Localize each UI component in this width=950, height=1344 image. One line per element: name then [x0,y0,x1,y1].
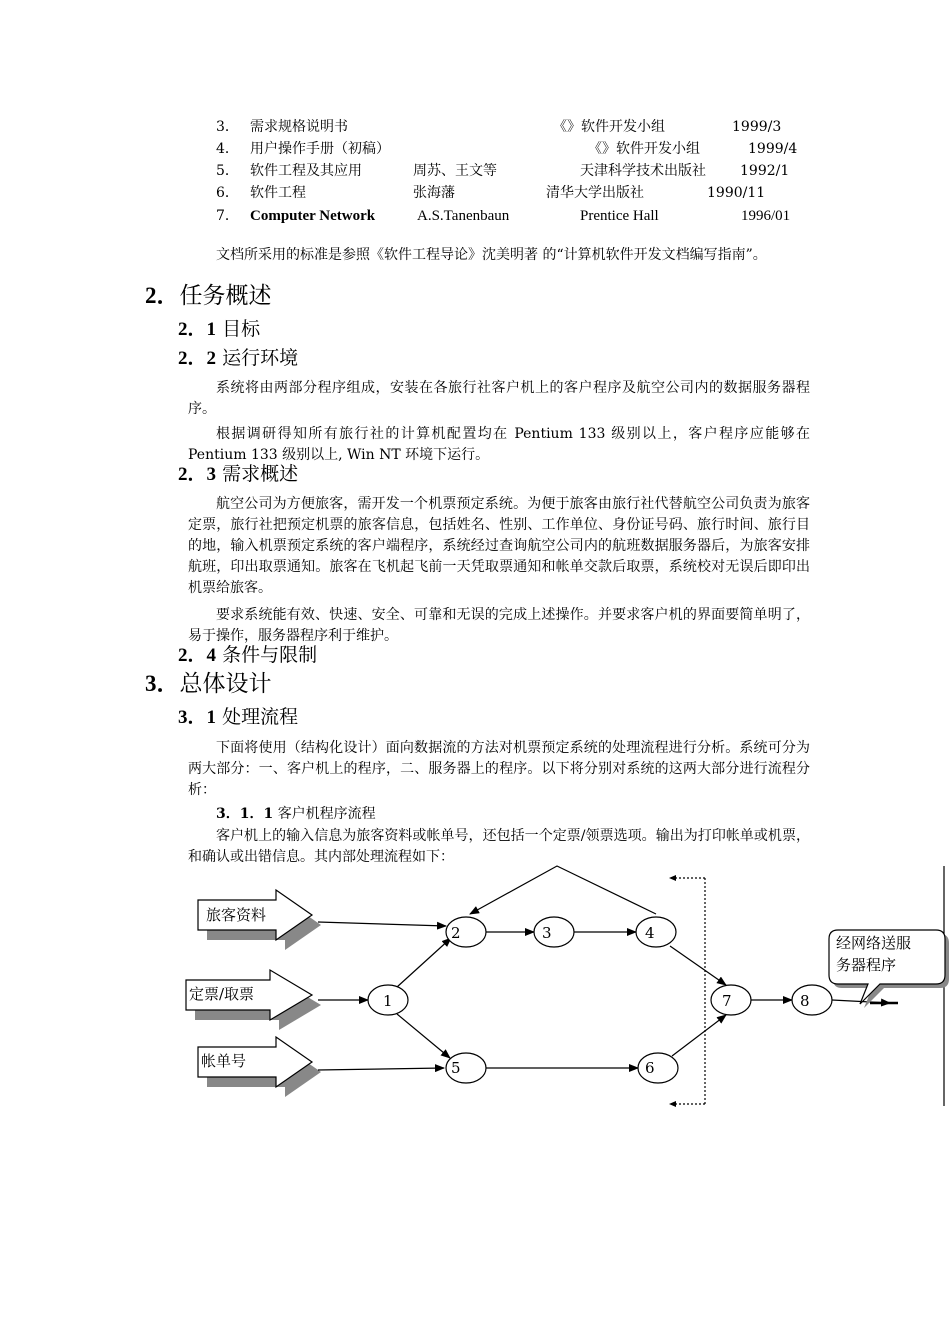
input-box-bill-number [198,1037,321,1097]
input-label: 帐单号 [201,1052,247,1070]
process-flow-paragraph: 下面将使用（结构化设计）面向数据流的方法对机票预定系统的处理流程进行分析。系统可分为两大部分：一、客户机上的程序，二、服务器上的程序。以下将分别对系统的这两大部分进行流程分析： [188,740,810,798]
ref-3-num: 3． [216,119,239,135]
edge-1-to-2 [397,938,451,987]
ref-3-title: 需求规格说明书 [250,119,348,135]
callout-line-1: 经网络送服 [836,934,912,952]
ref-3-date: 1999/3 [732,119,782,135]
edge-input-to-5 [318,1068,444,1070]
ref-7-author: A.S.Tanenbaun [417,208,510,224]
standard-note: 文档所采用的标准是参照《软件工程导论》沈美明著 的“计算机软件开发文档编写指南”。 [216,247,767,263]
runtime-paragraph-1: 系统将由两部分程序组成，安装在各旅行社客户机上的客户程序及航空公司内的数据服务器程序。 [188,380,810,417]
ref-7-date: 1996/01 [741,208,791,224]
section-title: 任务概述 [179,283,272,309]
section-title: 总体设计 [179,671,272,697]
ref-4-publisher: 《》软件开发小组 [588,141,700,157]
edge-4-to-7 [670,946,726,985]
ref-4-num: 4． [216,141,239,157]
ref-5-publisher: 天津科学技术出版社 [580,163,706,179]
section-title: 目标 [222,318,261,340]
edge-6-to-7 [672,1015,726,1056]
input-label: 定票/取票 [189,985,255,1003]
node-4 [636,917,676,947]
section-title: 需求概述 [222,463,299,485]
section-number: 2． [145,283,180,308]
node-label: 1 [383,992,393,1010]
ref-6-publisher: 清华大学出版社 [546,185,644,201]
runtime-paragraph-2: 根据调研得知所有旅行社的计算机配置均在 Pentium 133 级别以上，客户程序应能够在 Pentium 133 级别以上, Win NT 环境下运行。 [188,426,810,463]
section-number: 2．4 [178,645,217,666]
ref-7-num: 7． [216,208,239,224]
requirements-paragraph-1: 航空公司为方便旅客，需开发一个机票预定系统。为便于旅客由旅行社代替航空公司负责为旅客定票，旅行社把预定机票的旅客信息，包括姓名、性别、工作单位、身份证号码、旅行时间、旅行目的地，输入机票预定系统的客户端程序，系统经过查询航空公司内的航班数据服务器后，为旅客安排航班，印出取票通知。旅客在飞机起飞前一天凭取票通知和帐单交款后取票，系统校对无误后即印出机票给旅客。 [188,496,810,596]
node-label: 6 [645,1059,655,1077]
input-label: 旅客资料 [206,906,267,924]
ref-6-title: 软件工程 [250,185,306,201]
node-label: 3 [542,924,552,942]
section-number: 3．1．1 [216,806,274,822]
edge-input-to-2 [318,922,446,926]
node-label: 7 [722,992,732,1010]
edge-1-to-5 [397,1014,450,1058]
node-label: 5 [451,1059,461,1077]
client-flow-paragraph: 客户机上的输入信息为旅客资料或帐单号，还包括一个定票/领票选项。输出为打印帐单或机票，和确认或出错信息。其内部处理流程如下： [188,828,810,865]
ref-5-date: 1992/1 [740,163,790,179]
server-callout [829,930,949,1008]
section-number: 2．3 [178,464,217,485]
ref-4-title: 用户操作手册（初稿） [250,141,390,157]
node-6 [638,1053,678,1083]
node-8 [792,985,832,1015]
ref-5-author: 周苏、王文等 [413,163,497,179]
node-3 [534,917,574,947]
section-title: 运行环境 [222,347,299,369]
ref-5-title: 软件工程及其应用 [250,163,362,179]
flow-edges [318,866,898,1070]
ref-4-date: 1999/4 [748,141,798,157]
node-label: 4 [645,924,655,942]
node-label: 8 [800,992,810,1010]
ref-5-num: 5． [216,163,239,179]
section-number: 3． [145,671,180,696]
requirements-paragraph-2: 要求系统能有效、快速、安全、可靠和无误的完成上述操作。并要求客户机的界面要简单明了，易于操作，服务器程序利于维护。 [188,607,810,644]
section-number: 2．2 [178,348,217,369]
input-box-book-collect [186,970,321,1030]
section-title: 客户机程序流程 [277,806,376,822]
section-number: 3．1 [178,707,217,728]
section-title: 条件与限制 [222,644,318,666]
ref-7-title: Computer Network [250,208,376,224]
section-number: 2．1 [178,319,217,340]
callout-line-2: 务器程序 [836,956,897,974]
ref-6-num: 6． [216,185,239,201]
edge-4-back-to-2 [470,866,656,914]
ref-3-publisher: 《》软件开发小组 [553,119,665,135]
input-box-passenger-info [198,890,321,950]
ref-7-publisher: Prentice Hall [580,208,659,224]
ref-6-author: 张海藩 [413,185,455,201]
section-title: 处理流程 [222,706,299,728]
ref-6-date: 1990/11 [707,185,766,201]
node-label: 2 [451,924,461,942]
